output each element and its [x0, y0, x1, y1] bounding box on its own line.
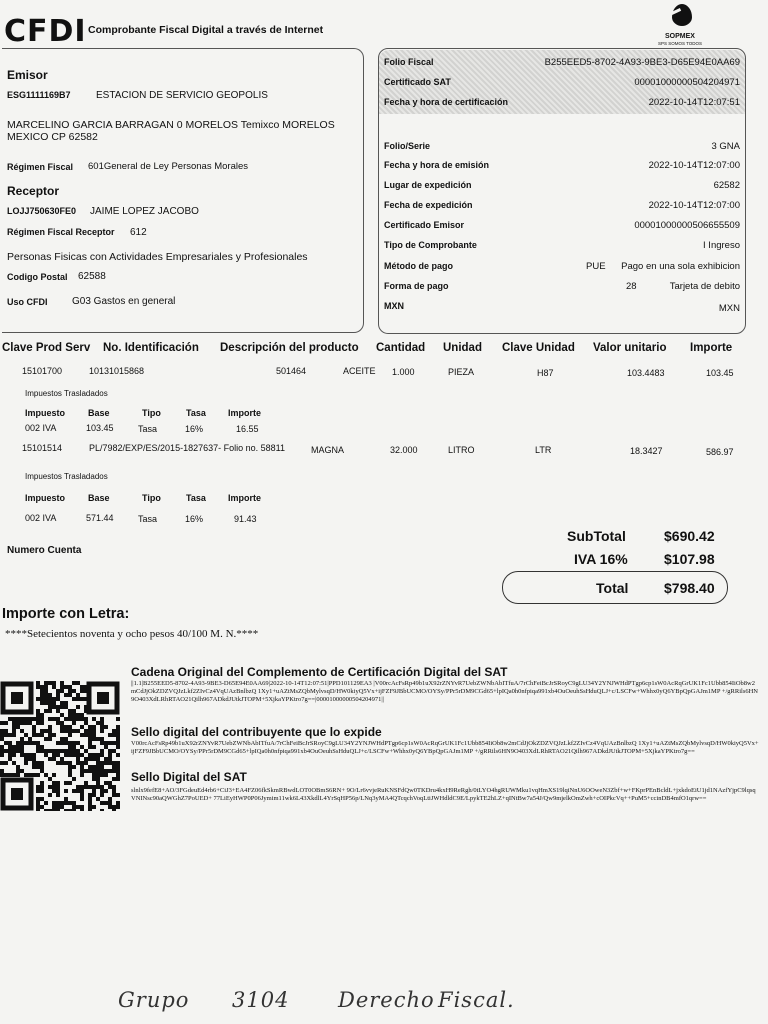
fecha-expedicion-value: 2022-10-14T12:07:00 — [648, 200, 740, 211]
row2-imp-h-impuesto: Impuesto — [25, 493, 66, 503]
receptor-nombre: JAIME LOPEZ JACOBO — [90, 206, 199, 217]
emisor-title: Emisor — [7, 68, 48, 82]
tipo-comprobante-label: Tipo de Comprobante — [384, 240, 477, 250]
row2-imp-h-base: Base — [88, 493, 110, 503]
row2-cantidad: 32.000 — [390, 445, 418, 455]
folio-fiscal-row — [384, 57, 740, 71]
regimen-receptor-desc: Personas Fisicas con Actividades Empresariales y Profesionales — [7, 251, 308, 263]
row1-imp-h-impuesto: Impuesto — [25, 408, 66, 418]
row1-imp-h-importe: Importe — [228, 408, 262, 418]
row2-importe: 586.97 — [706, 447, 734, 457]
row1-cantidad: 1.000 — [392, 367, 415, 377]
row1-valor: 103.4483 — [627, 368, 665, 378]
brand-logo — [640, 2, 720, 46]
folio-serie-value: 3 GNA — [711, 141, 740, 152]
folio-serie-row — [384, 141, 740, 155]
forma-pago-row — [384, 281, 740, 295]
row1-imp-h-tipo: Tipo — [142, 408, 161, 418]
regimen-receptor-value: 612 — [130, 227, 147, 238]
row1-clave-unidad: H87 — [537, 368, 554, 378]
th-unidad: Unidad — [443, 342, 482, 354]
sello-sat-title: Sello Digital del SAT — [131, 770, 247, 784]
emisor-domicilio-1: MARCELINO GARCIA BARRAGAN 0 MORELOS Temixco MORELOS — [7, 119, 335, 131]
fecha-emision-row — [384, 160, 740, 174]
row2-imp-impuesto: 002 IVA — [25, 513, 57, 523]
moneda-row — [384, 301, 740, 315]
handwritten-number: 3104 — [232, 988, 290, 1012]
emisor-rfc: ESG1111169B7 — [7, 90, 71, 100]
th-identificacion: No. Identificación — [103, 342, 199, 354]
th-clave-prod: Clave Prod Serv — [2, 342, 91, 354]
folio-fiscal-value: B255EED5-8702-4A93-9BE3-D65E94E0AA69 — [544, 57, 740, 68]
regimen-fiscal-value: 601General de Ley Personas Morales — [88, 161, 249, 172]
handwritten-derecho: Derecho — [338, 988, 435, 1012]
row1-desc: ACEITE — [343, 366, 376, 376]
row1-imp-tasa: 16% — [185, 424, 204, 434]
total-value: $798.40 — [664, 580, 715, 596]
importe-letra-text: ****Setecientos noventa y ocho pesos 40/100 M. N.**** — [5, 628, 259, 640]
lugar-expedicion-value: 62582 — [713, 180, 740, 191]
uso-cfdi-value: G03 Gastos en general — [72, 296, 176, 307]
metodo-pago-label: Método de pago — [384, 261, 453, 271]
th-cantidad: Cantidad — [376, 342, 426, 354]
row2-imp-importe: 91.43 — [234, 514, 257, 524]
certificado-sat-row — [384, 77, 740, 91]
row1-ident: 10131015868 — [89, 366, 145, 376]
certificado-emisor-row — [384, 220, 740, 234]
moneda-value: MXN — [718, 303, 740, 314]
regimen-receptor-label: Régimen Fiscal Receptor — [7, 227, 115, 237]
folio-fiscal-label: Folio Fiscal — [384, 57, 434, 67]
row1-extra: 501464 — [276, 366, 307, 376]
row1-impuestos-title: Impuestos Trasladados — [25, 389, 108, 398]
lugar-expedicion-label: Lugar de expedición — [384, 180, 472, 190]
total-label: Total — [596, 580, 629, 596]
certificado-emisor-label: Certificado Emisor — [384, 220, 465, 230]
fecha-certificacion-label: Fecha y hora de certificación — [384, 97, 509, 107]
fecha-emision-label: Fecha y hora de emisión — [384, 160, 490, 170]
row2-imp-h-tipo: Tipo — [142, 493, 161, 503]
row2-clave: 15101514 — [22, 443, 63, 453]
uso-cfdi-label: Uso CFDI — [7, 297, 48, 307]
row1-importe: 103.45 — [706, 368, 734, 378]
cadena-original-title: Cadena Original del Complemento de Certificación Digital del SAT — [131, 665, 508, 679]
th-importe: Importe — [690, 342, 733, 354]
th-descripcion: Descripción del producto — [220, 342, 359, 354]
row1-imp-h-base: Base — [88, 408, 110, 418]
regimen-fiscal-label: Régimen Fiscal — [7, 162, 74, 172]
metodo-pago-code: PUE — [586, 261, 606, 272]
forma-pago-desc: Tarjeta de debito — [669, 281, 740, 292]
certificado-emisor-value: 00001000000506655509 — [634, 220, 740, 231]
emisor-domicilio-2: MEXICO CP 62582 — [7, 131, 98, 143]
th-valor-unitario: Valor unitario — [593, 342, 667, 354]
row1-imp-base: 103.45 — [86, 423, 114, 433]
row2-desc: MAGNA — [311, 445, 345, 455]
moneda-label: MXN — [384, 301, 404, 311]
folio-serie-label: Folio/Serie — [384, 141, 431, 151]
fecha-certificacion-row — [384, 97, 740, 111]
row1-unidad: PIEZA — [448, 367, 475, 377]
handwritten-fiscal: Fiscal. — [438, 988, 515, 1012]
fecha-emision-value: 2022-10-14T12:07:00 — [648, 160, 740, 171]
row1-imp-tipo: Tasa — [138, 424, 158, 434]
subtotal-value: $690.42 — [664, 528, 715, 544]
row2-imp-h-tasa: Tasa — [186, 493, 206, 503]
row1-imp-h-tasa: Tasa — [186, 408, 206, 418]
row2-imp-tasa: 16% — [185, 514, 204, 524]
sello-emisor-title: Sello digital del contribuyente que lo expide — [131, 725, 382, 739]
row2-valor: 18.3427 — [630, 446, 663, 456]
drop-logo-icon — [667, 2, 693, 32]
emisor-nombre: ESTACION DE SERVICIO GEOPOLIS — [96, 90, 268, 101]
sello-sat-text: slnlx9fefE8+AO/3FGdeuEd4rb6+CiJ3+EA4FZ06fkSkmRBwdLOT0OBmS6RN+ 9O/Lr6vvjeRuKNSFdQw0TKDru4kxH9ReRgh/0tLYO4hgRUWMku1vqHmXS19lqiNnU6OOweN3Zbf+w+FKprPEnBcldL+jxkdoEiU1jd1NAzfYjpC9lqsqVNINsc90aQWGhZ7PoUED+ 77LiEyHWP0P06Jymim11wk6L43XkdlL4YrSqHP56p/LNq3yMA4QTcqchVoqLtiJWHdldC9E/LpykTE2hLZ+qINtBw7a54J/Qw9mjelkOmZwh+cOIPkcVq++PuM5+ccinDB4mfO1qrw== — [131, 787, 756, 802]
forma-pago-label: Forma de pago — [384, 281, 449, 291]
row1-imp-importe: 16.55 — [236, 424, 259, 434]
handwritten-grupo: Grupo — [118, 988, 190, 1012]
codigo-postal-label: Codigo Postal — [7, 272, 68, 282]
row2-clave-unidad: LTR — [535, 445, 552, 455]
tipo-comprobante-row — [384, 240, 740, 254]
fecha-certificacion-value: 2022-10-14T12:07:51 — [648, 97, 740, 108]
certificado-sat-value: 00001000000504204971 — [634, 77, 740, 88]
metodo-pago-row — [384, 261, 740, 275]
lugar-expedicion-row — [384, 180, 740, 194]
cfdi-logo: CFDI — [4, 14, 87, 49]
brand-name: SOPMEX — [665, 33, 695, 40]
row2-imp-base: 571.44 — [86, 513, 114, 523]
row1-imp-impuesto: 002 IVA — [25, 423, 57, 433]
row2-imp-tipo: Tasa — [138, 514, 158, 524]
codigo-postal-value: 62588 — [78, 271, 106, 282]
header-subtitle: Comprobante Fiscal Digital a través de Internet — [88, 24, 324, 36]
cadena-original-text: ||1.1|B255EED5-8702-4A93-9BE3-D65E94E0AA69|2022-10-14T12:07:51|PPD101129EA3 |V00rcAcFsRp49b1uX92rZNYvR7UebZWNbAbITfuA/7rChFeiBcJrSRoyC9gLU34Y2YNJWHdPTgp6cp1sW0AcRqGrUK1Fc1Ubb854IiOb8w2mCdJjOkZDZVQJzLkf2ZIvCz4VqUAzBnlbzQ 1Xy1+uAZtMsZQbMylvsqD/HW0kiyQ5Vx+ijFZF9JBbUCMO/OYSy/PPr5rDM9CGd65+lpIQa0h0nfpiqa991xb4OuOeuhSsHduQLJ+c/LSCFw+Whhx0yQ6YBpQpGAJm1MP +/gRRils6HN9O403XdLRhRTAO21Qilh967ADkdJUtkJTOPM+5XjkaYPKtro7g==|00001000000504204971|| — [131, 680, 758, 703]
row2-impuestos-title: Impuestos Trasladados — [25, 472, 108, 481]
iva-value: $107.98 — [664, 551, 715, 567]
fecha-expedicion-label: Fecha de expedición — [384, 200, 473, 210]
tipo-comprobante-value: I Ingreso — [703, 240, 740, 251]
row2-unidad: LITRO — [448, 445, 475, 455]
forma-pago-code: 28 — [626, 281, 637, 292]
brand-tag: SPS SOMOS TODOS — [657, 41, 703, 46]
row2-imp-h-importe: Importe — [228, 493, 262, 503]
receptor-title: Receptor — [7, 184, 60, 198]
numero-cuenta-label: Numero Cuenta — [7, 545, 82, 556]
certificado-sat-label: Certificado SAT — [384, 77, 451, 87]
qr-code-icon — [0, 681, 120, 811]
receptor-rfc: LOJJ750630FE0 — [7, 206, 77, 216]
subtotal-label: SubTotal — [567, 528, 626, 544]
sello-emisor-text: V00rcAcFsRp49b1uX92rZNYvR7UebZWNbAbITfuA/7rChFeiBcJrSRoyC9gLU34Y2YNJWHdPTgp6cp1sW0AcRqGrUK1Fc1Ubb854IiOb8w2mCdJjOkZDZVQJzLkf2ZIvCz4VqUAzBnlbzQ 1Xy1+uAZtMsZQbMylvsqD/HW0kiyQ5Vx+ijFZF9JBbUCMO/OYSy/PPr5rDM9CGd65+lpIQa0h0nfpiqa991xb4OuOeuhSsHduQLJ+c/LSCFw+Whhx0yQ6YBpQpGAJm1MP +/gRRils6HN9O403XdLRhRTAO21Qilh967ADkdJUtkJTOPM+5XjkaYPKtro7g== — [131, 740, 759, 755]
importe-letra-title: Importe con Letra: — [2, 606, 130, 622]
metodo-pago-desc: Pago en una sola exhibicion — [621, 261, 740, 272]
row2-ident: PL/7982/EXP/ES/2015-1827637- Folio no. 58811 — [89, 443, 285, 453]
iva-label: IVA 16% — [574, 551, 628, 567]
fecha-expedicion-row — [384, 200, 740, 214]
row1-clave: 15101700 — [22, 366, 63, 376]
th-clave-unidad: Clave Unidad — [502, 342, 575, 354]
